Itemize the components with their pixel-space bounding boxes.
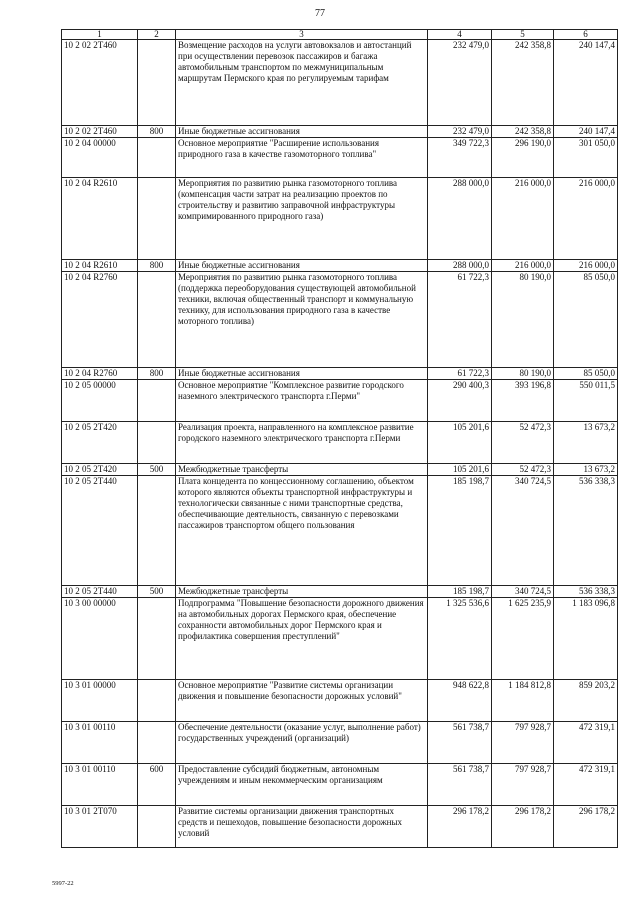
row-value-1: 296 178,2 bbox=[428, 806, 492, 848]
row-value-1: 61 722,3 bbox=[428, 272, 492, 368]
header-cell: 2 bbox=[138, 30, 176, 40]
table-row bbox=[62, 126, 618, 138]
row-value-2: 52 472,3 bbox=[492, 464, 554, 476]
row-value-1: 1 325 536,6 bbox=[428, 598, 492, 680]
row-value-1: 185 198,7 bbox=[428, 476, 492, 586]
row-value-3: 859 203,2 bbox=[554, 680, 618, 722]
row-code: 10 3 01 00110 bbox=[62, 722, 138, 764]
row-expense-type: 500 bbox=[138, 586, 176, 598]
table-row bbox=[62, 178, 618, 260]
row-value-1: 290 400,3 bbox=[428, 380, 492, 422]
row-expense-type: 800 bbox=[138, 126, 176, 138]
row-code: 10 3 01 00110 bbox=[62, 764, 138, 806]
row-code: 10 2 04 R2610 bbox=[62, 178, 138, 260]
row-value-2: 242 358,8 bbox=[492, 126, 554, 138]
row-name: Межбюджетные трансферты bbox=[176, 586, 428, 598]
table-row bbox=[62, 464, 618, 476]
table-row bbox=[62, 40, 618, 126]
row-expense-type bbox=[138, 272, 176, 368]
header-cell: 5 bbox=[492, 30, 554, 40]
header-cell: 4 bbox=[428, 30, 492, 40]
table-row bbox=[62, 680, 618, 722]
row-value-1: 561 738,7 bbox=[428, 764, 492, 806]
row-code: 10 2 02 2Т460 bbox=[62, 40, 138, 126]
row-value-3: 216 000,0 bbox=[554, 260, 618, 272]
row-name: Плата концедента по концессионному соглашению, объектом которого являются объекты транспортной инфраструктуры и технологически связанные с ними транспортные средства, обеспечивающие деятельность, связанную с перевозками пассажиров транспортом общего пользования bbox=[176, 476, 428, 586]
row-value-2: 1 625 235,9 bbox=[492, 598, 554, 680]
row-value-2: 52 472,3 bbox=[492, 422, 554, 464]
row-name: Основное мероприятие "Комплексное развитие городского наземного электрического транспорта г.Перми" bbox=[176, 380, 428, 422]
row-value-1: 105 201,6 bbox=[428, 464, 492, 476]
row-value-2: 296 190,0 bbox=[492, 138, 554, 178]
row-expense-type bbox=[138, 476, 176, 586]
row-value-3: 85 050,0 bbox=[554, 272, 618, 368]
row-value-2: 216 000,0 bbox=[492, 260, 554, 272]
row-name: Подпрограмма "Повышение безопасности дорожного движения на автомобильных дорогах Пермского края, обеспечение сохранности автомобильных дорог Пермского края и профилактика совершения преступлений" bbox=[176, 598, 428, 680]
row-expense-type bbox=[138, 680, 176, 722]
row-value-3: 296 178,2 bbox=[554, 806, 618, 848]
row-value-3: 472 319,1 bbox=[554, 722, 618, 764]
row-value-3: 85 050,0 bbox=[554, 368, 618, 380]
row-code: 10 2 04 00000 bbox=[62, 138, 138, 178]
row-expense-type bbox=[138, 806, 176, 848]
row-value-2: 242 358,8 bbox=[492, 40, 554, 126]
row-name: Обеспечение деятельности (оказание услуг, выполнение работ) государственных учреждений (организаций) bbox=[176, 722, 428, 764]
table-row bbox=[62, 806, 618, 848]
table-row bbox=[62, 260, 618, 272]
row-value-2: 797 928,7 bbox=[492, 722, 554, 764]
table-row bbox=[62, 586, 618, 598]
row-code: 10 2 04 R2610 bbox=[62, 260, 138, 272]
row-code: 10 3 01 2Т070 bbox=[62, 806, 138, 848]
table-row bbox=[62, 764, 618, 806]
header-cell: 3 bbox=[176, 30, 428, 40]
row-value-2: 1 184 812,8 bbox=[492, 680, 554, 722]
row-value-2: 80 190,0 bbox=[492, 272, 554, 368]
row-expense-type bbox=[138, 722, 176, 764]
row-value-3: 536 338,3 bbox=[554, 586, 618, 598]
row-code: 10 2 04 R2760 bbox=[62, 368, 138, 380]
row-expense-type bbox=[138, 598, 176, 680]
table-row bbox=[62, 272, 618, 368]
row-code: 10 2 05 2Т440 bbox=[62, 586, 138, 598]
row-name: Иные бюджетные ассигнования bbox=[176, 260, 428, 272]
row-expense-type: 600 bbox=[138, 764, 176, 806]
row-expense-type bbox=[138, 380, 176, 422]
row-value-3: 550 011,5 bbox=[554, 380, 618, 422]
row-expense-type bbox=[138, 138, 176, 178]
row-value-1: 61 722,3 bbox=[428, 368, 492, 380]
row-value-3: 1 183 096,8 bbox=[554, 598, 618, 680]
row-code: 10 3 00 00000 bbox=[62, 598, 138, 680]
row-expense-type: 800 bbox=[138, 260, 176, 272]
row-value-2: 216 000,0 bbox=[492, 178, 554, 260]
table-row bbox=[62, 368, 618, 380]
row-value-2: 80 190,0 bbox=[492, 368, 554, 380]
row-name: Иные бюджетные ассигнования bbox=[176, 368, 428, 380]
row-code: 10 2 05 2Т420 bbox=[62, 422, 138, 464]
row-value-1: 185 198,7 bbox=[428, 586, 492, 598]
row-name: Мероприятия по развитию рынка газомоторного топлива (поддержка переоборудования существующей автомобильной техники, включая общественный транспорт и коммунальную технику, для использования природного газа в качестве моторного топлива) bbox=[176, 272, 428, 368]
row-expense-type bbox=[138, 178, 176, 260]
row-code: 10 2 04 R2760 bbox=[62, 272, 138, 368]
row-value-1: 288 000,0 bbox=[428, 260, 492, 272]
row-value-3: 301 050,0 bbox=[554, 138, 618, 178]
row-value-2: 340 724,5 bbox=[492, 476, 554, 586]
table-row bbox=[62, 476, 618, 586]
row-name: Предоставление субсидий бюджетным, автономным учреждениям и иным некоммерческим организациям bbox=[176, 764, 428, 806]
row-value-1: 288 000,0 bbox=[428, 178, 492, 260]
row-name: Развитие системы организации движения транспортных средств и пешеходов, повышение безопасности дорожных условий bbox=[176, 806, 428, 848]
row-value-3: 216 000,0 bbox=[554, 178, 618, 260]
row-name: Иные бюджетные ассигнования bbox=[176, 126, 428, 138]
row-value-1: 105 201,6 bbox=[428, 422, 492, 464]
row-name: Возмещение расходов на услуги автовокзалов и автостанций при осуществлении перевозок пассажиров и багажа автомобильным транспортом по межмуниципальным маршрутам Пермского края по регулируемым тарифам bbox=[176, 40, 428, 126]
header-cell: 6 bbox=[554, 30, 618, 40]
row-value-2: 393 196,8 bbox=[492, 380, 554, 422]
row-code: 10 2 05 2Т440 bbox=[62, 476, 138, 586]
row-value-1: 349 722,3 bbox=[428, 138, 492, 178]
row-value-3: 240 147,4 bbox=[554, 40, 618, 126]
row-value-2: 797 928,7 bbox=[492, 764, 554, 806]
row-name: Реализация проекта, направленного на комплексное развитие городского наземного электрического транспорта г.Перми bbox=[176, 422, 428, 464]
table-row bbox=[62, 380, 618, 422]
row-value-2: 340 724,5 bbox=[492, 586, 554, 598]
table-header-row bbox=[62, 30, 618, 40]
row-expense-type: 500 bbox=[138, 464, 176, 476]
row-value-3: 13 673,2 bbox=[554, 422, 618, 464]
row-expense-type bbox=[138, 40, 176, 126]
footer-code: 5997-22 bbox=[52, 880, 74, 887]
row-value-3: 240 147,4 bbox=[554, 126, 618, 138]
row-name: Основное мероприятие "Развитие системы организации движения и повышение безопасности дорожных условий" bbox=[176, 680, 428, 722]
row-code: 10 3 01 00000 bbox=[62, 680, 138, 722]
table-row bbox=[62, 722, 618, 764]
row-expense-type bbox=[138, 422, 176, 464]
row-value-1: 948 622,8 bbox=[428, 680, 492, 722]
row-value-3: 536 338,3 bbox=[554, 476, 618, 586]
page-number: 77 bbox=[315, 8, 325, 19]
header-cell: 1 bbox=[62, 30, 138, 40]
row-name: Основное мероприятие "Расширение использования природного газа в качестве газомоторного топлива" bbox=[176, 138, 428, 178]
row-value-2: 296 178,2 bbox=[492, 806, 554, 848]
row-value-1: 561 738,7 bbox=[428, 722, 492, 764]
row-value-1: 232 479,0 bbox=[428, 126, 492, 138]
table-row bbox=[62, 598, 618, 680]
row-name: Межбюджетные трансферты bbox=[176, 464, 428, 476]
row-code: 10 2 02 2Т460 bbox=[62, 126, 138, 138]
budget-table bbox=[61, 29, 618, 848]
table-row bbox=[62, 422, 618, 464]
row-value-3: 472 319,1 bbox=[554, 764, 618, 806]
row-value-3: 13 673,2 bbox=[554, 464, 618, 476]
row-code: 10 2 05 00000 bbox=[62, 380, 138, 422]
row-code: 10 2 05 2Т420 bbox=[62, 464, 138, 476]
row-name: Мероприятия по развитию рынка газомоторного топлива (компенсация части затрат на реализацию проектов по строительству и развитию заправочной инфраструктуры компримированного природного газа) bbox=[176, 178, 428, 260]
row-value-1: 232 479,0 bbox=[428, 40, 492, 126]
row-expense-type: 800 bbox=[138, 368, 176, 380]
table-row bbox=[62, 138, 618, 178]
